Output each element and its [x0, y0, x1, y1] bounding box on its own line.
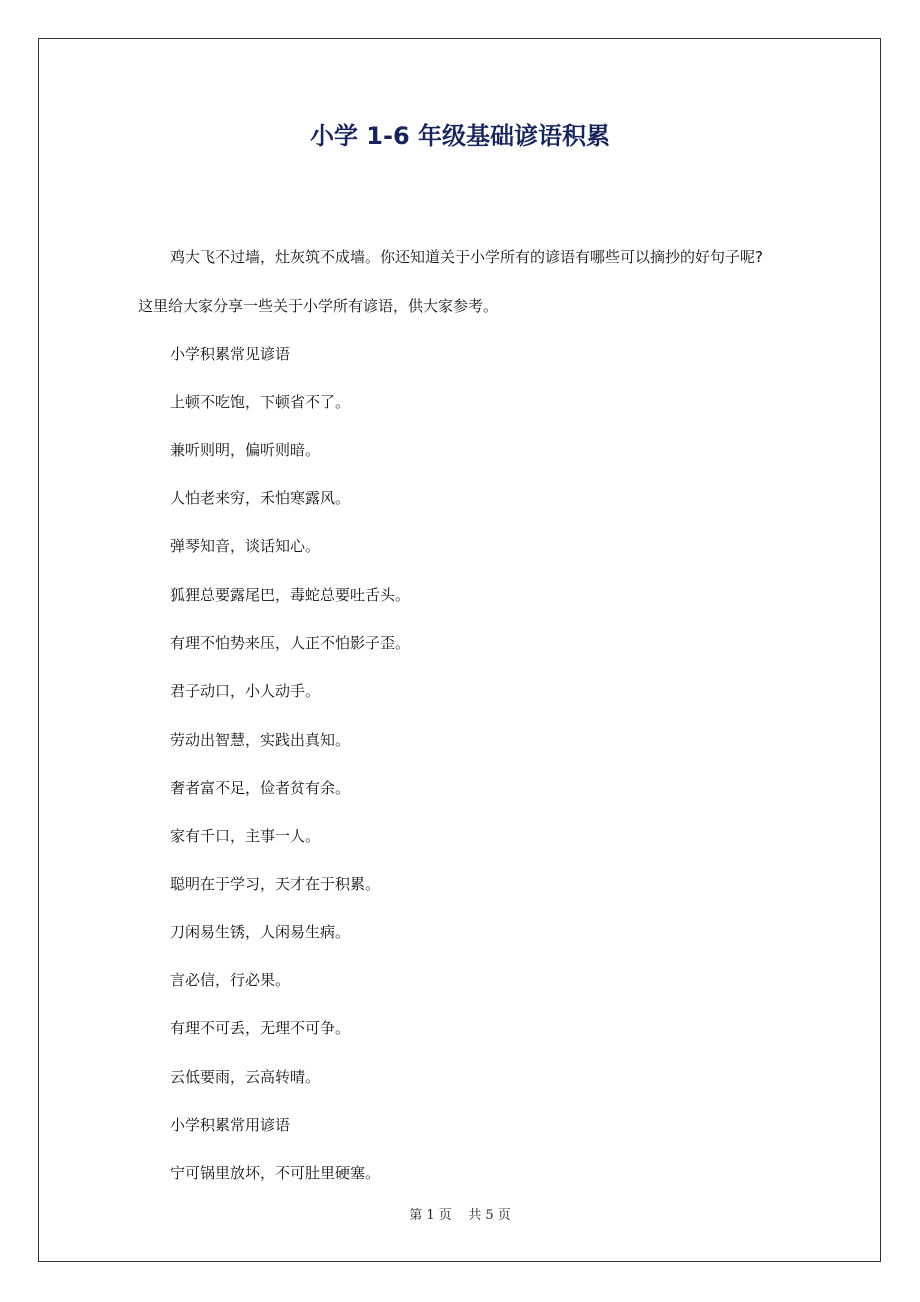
proverb-line: 言必信，行必果。	[170, 971, 291, 989]
proverb-line: 有理不可丢，无理不可争。	[170, 1019, 351, 1037]
proverb-line: 上顿不吃饱，下顿省不了。	[170, 393, 351, 411]
proverb-line: 狐狸总要露尾巴，毒蛇总要吐舌头。	[170, 586, 411, 604]
proverb-line: 宁可锅里放坏，不可肚里硬塞。	[170, 1164, 381, 1182]
section-heading-common: 小学积累常见谚语	[170, 345, 291, 363]
page-footer	[0, 1206, 920, 1226]
proverb-line: 聪明在于学习，天才在于积累。	[170, 875, 381, 893]
proverb-line: 云低要雨，云高转晴。	[170, 1068, 321, 1086]
intro-line-1: 鸡大飞不过墙，灶灰筑不成墙。你还知道关于小学所有的谚语有哪些可以摘抄的好句子呢?	[170, 248, 763, 266]
proverb-line: 兼听则明，偏听则暗。	[170, 441, 321, 459]
proverb-line: 家有千口，主事一人。	[170, 827, 321, 845]
proverb-line: 刀闲易生锈，人闲易生病。	[170, 923, 351, 941]
proverb-line: 奢者富不足，俭者贫有余。	[170, 779, 351, 797]
document-title: 小学 1-6 年级基础谚语积累	[309, 122, 611, 150]
page-total: 共 5 页	[468, 1208, 511, 1223]
intro-line-2: 这里给大家分享一些关于小学所有谚语，供大家参考。	[138, 297, 499, 315]
proverb-line: 劳动出智慧，实践出真知。	[170, 731, 351, 749]
section-heading-frequent: 小学积累常用谚语	[170, 1116, 291, 1134]
footer-gap	[452, 1208, 469, 1223]
page-number: 第 1 页	[409, 1208, 452, 1223]
proverb-line: 人怕老来穷，禾怕寒露风。	[170, 489, 351, 507]
proverb-line: 弹琴知音，谈话知心。	[170, 537, 321, 555]
page-frame	[38, 38, 881, 1262]
proverb-line: 有理不怕势来压，人正不怕影子歪。	[170, 634, 411, 652]
proverb-line: 君子动口，小人动手。	[170, 682, 321, 700]
